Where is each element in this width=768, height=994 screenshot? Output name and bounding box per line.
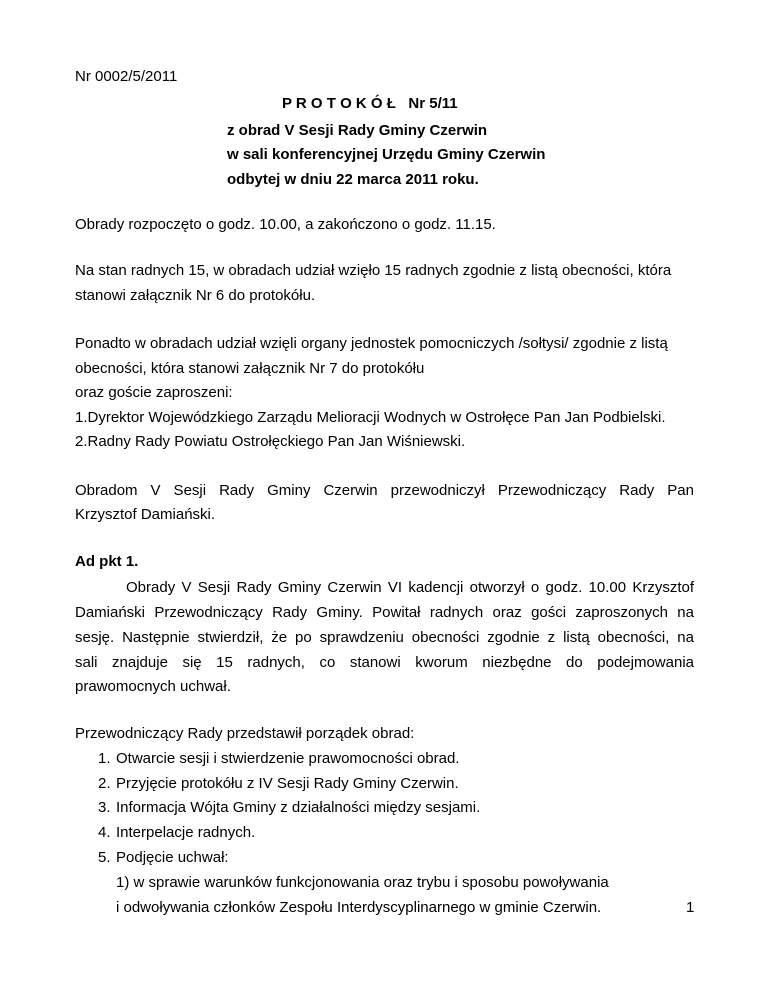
others-line-3: oraz goście zaproszeni: [75, 384, 233, 401]
time-paragraph: Obrady rozpoczęto o godz. 10.00, a zakończono o godz. 11.15. [75, 216, 496, 233]
agenda-item-number: 3. [98, 799, 111, 816]
agenda-item-number: 4. [98, 824, 111, 841]
agenda-item-number: 1. [98, 750, 111, 767]
page-number: 1 [686, 899, 695, 916]
attendance-line-1: Na stan radnych 15, w obradach udział wzięło 15 radnych zgodnie z listą obecności, która [75, 262, 672, 279]
guest-1: 1.Dyrektor Wojewódzkiego Zarządu Melioracji Wodnych w Ostrołęce Pan Jan Podbielski. [75, 409, 666, 426]
agenda-item-text: Interpelacje radnych. [116, 824, 256, 841]
agenda-item-number: 5. [98, 849, 111, 866]
agenda-item [98, 775, 459, 793]
document-title: P R O T O K Ó Ł Nr 5/11 [282, 95, 458, 112]
agenda-item [98, 750, 459, 768]
ad-line-5: prawomocnych uchwał. [75, 678, 231, 695]
ad-pkt-heading: Ad pkt 1. [75, 553, 139, 570]
agenda-item [98, 824, 255, 842]
subitem-line-2: i odwoływania członków Zespołu Interdyscyplinarnego w gminie Czerwin. [116, 899, 602, 916]
chair-line-1: Obradom V Sesji Rady Gminy Czerwin przewodniczył Przewodniczący Rady Pan [75, 482, 694, 499]
agenda-item-number: 2. [98, 775, 111, 792]
subtitle-line-2: w sali konferencyjnej Urzędu Gminy Czerwin [227, 146, 546, 163]
agenda-item-text: Otwarcie sesji i stwierdzenie prawomocności obrad. [116, 750, 460, 767]
others-line-2: obecności, która stanowi załącznik Nr 7 do protokółu [75, 360, 425, 377]
others-line-1: Ponadto w obradach udział wzięli organy jednostek pomocniczych /sołtysi/ zgodnie z listą [75, 335, 668, 352]
attendance-line-2: stanowi załącznik Nr 6 do protokółu. [75, 287, 316, 304]
guest-2: 2.Radny Rady Powiatu Ostrołęckiego Pan Jan Wiśniewski. [75, 433, 466, 450]
subtitle-line-1: z obrad V Sesji Rady Gminy Czerwin [227, 122, 488, 139]
agenda-item-text: Przyjęcie protokółu z IV Sesji Rady Gminy Czerwin. [116, 775, 459, 792]
agenda-intro: Przewodniczący Rady przedstawił porządek obrad: [75, 725, 415, 742]
ad-line-1: Obrady V Sesji Rady Gminy Czerwin VI kadencji otworzył o godz. 10.00 Krzysztof [126, 579, 694, 596]
ad-line-2: Damiański Przewodniczący Rady Gminy. Powitał radnych oraz gości zaproszonych na [75, 604, 694, 621]
ad-line-3: sesję. Następnie stwierdził, że po sprawdzeniu obecności zgodnie z listą obecności, na [75, 629, 694, 646]
agenda-item [98, 799, 480, 817]
ad-line-4: sali znajduje się 15 radnych, co stanowi kworum niezbędne do podejmowania [75, 654, 694, 671]
chair-line-2: Krzysztof Damiański. [75, 506, 216, 523]
reference-number: Nr 0002/5/2011 [75, 68, 178, 85]
subitem-line-1: 1) w sprawie warunków funkcjonowania oraz trybu i sposobu powoływania [116, 874, 609, 891]
agenda-item-text: Podjęcie uchwał: [116, 849, 229, 866]
subtitle-line-3: odbytej w dniu 22 marca 2011 roku. [227, 171, 479, 188]
agenda-item [98, 849, 229, 867]
agenda-item-text: Informacja Wójta Gminy z działalności między sesjami. [116, 799, 481, 816]
